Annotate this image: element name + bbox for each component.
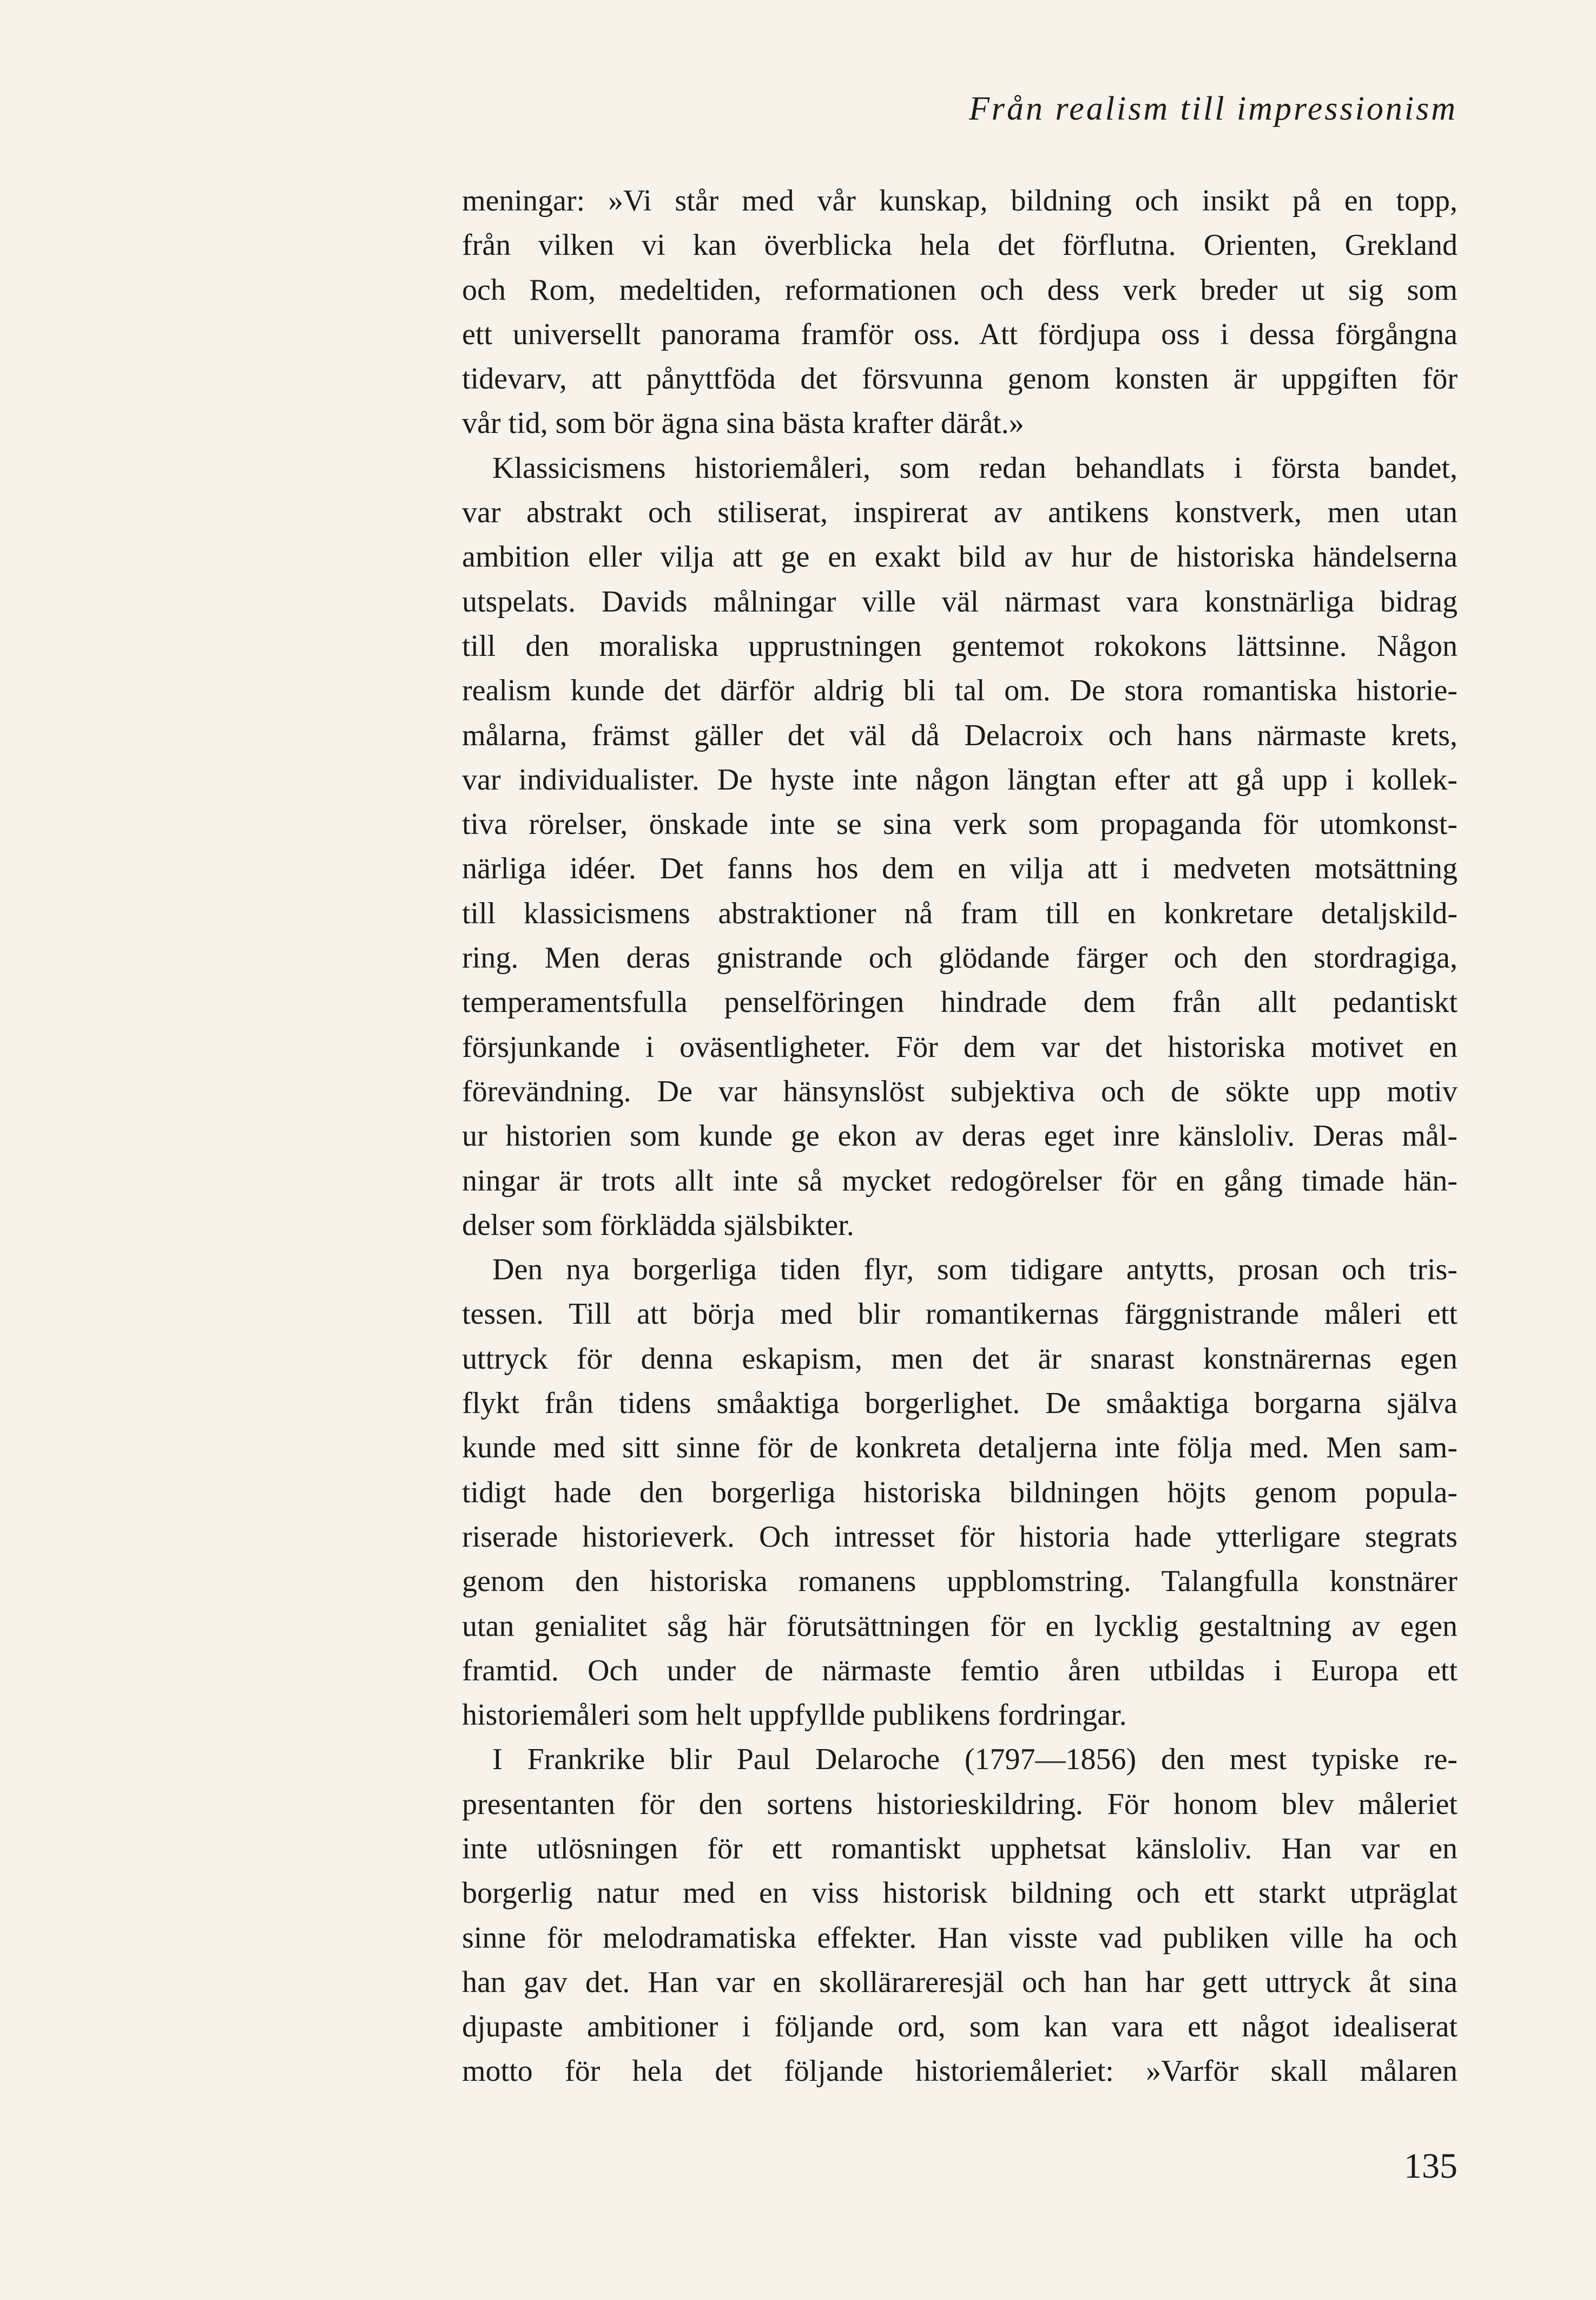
text-line: historiemåleri som helt uppfyllde publikens fordringar. [462, 1698, 1127, 1732]
text-line: riserade historieverk. Och intresset för historia hade ytterligare stegrats [462, 1520, 1457, 1554]
text-line: framtid. Och under de närmaste femtio åren utbildas i Europa ett [462, 1653, 1457, 1687]
text-line: ambition eller vilja att ge en exakt bild av hur de historiska händelserna [462, 540, 1457, 574]
text-line: realism kunde det därför aldrig bli tal om. De stora romantiska historie- [462, 674, 1457, 708]
text-line: från vilken vi kan överblicka hela det förflutna. Orienten, Grekland [462, 228, 1457, 262]
text-line: presentanten för den sortens historieskildring. För honom blev måleriet [462, 1787, 1457, 1821]
text-line: ring. Men deras gnistrande och glödande färger och den stordragiga, [462, 941, 1457, 975]
text-line: Den nya borgerliga tiden flyr, som tidigare antytts, prosan och tris- [492, 1253, 1457, 1287]
text-line: utan genialitet såg här förutsättningen för en lycklig gestaltning av egen [462, 1609, 1457, 1643]
text-line: kunde med sitt sinne för de konkreta detaljerna inte följa med. Men sam- [462, 1431, 1457, 1465]
text-line: förevändning. De var hänsynslöst subjektiva och de sökte upp motiv [462, 1074, 1457, 1108]
text-line: flykt från tidens småaktiga borgerlighet. De småaktiga borgarna själva [462, 1386, 1457, 1421]
text-line: sinne för melodramatiska effekter. Han visste vad publiken ville ha och [462, 1921, 1457, 1955]
paragraph [462, 1737, 1457, 2093]
text-line: närliga idéer. Det fanns hos dem en vilja att i medveten motsättning [462, 852, 1457, 886]
text-line: I Frankrike blir Paul Delaroche (1797—1856) den mest typiske re- [492, 1743, 1457, 1777]
text-line: till den moraliska upprustningen gentemot rokokons lättsinne. Någon [462, 629, 1457, 663]
text-line: temperamentsfulla penselföringen hindrade dem från allt pedantiskt [462, 985, 1457, 1020]
running-head: Från realism till impressionism [968, 90, 1457, 127]
text-line: delser som förklädda själsbikter. [462, 1208, 854, 1242]
text-line: han gav det. Han var en skollärareresjäl och han har gett uttryck åt sina [462, 1965, 1457, 1999]
text-line: uttryck för denna eskapism, men det är snarast konstnärernas egen [462, 1342, 1457, 1376]
text-line: utspelats. Davids målningar ville väl närmast vara konstnärliga bidrag [462, 584, 1457, 619]
text-line: ur historien som kunde ge ekon av deras eget inre känsloliv. Deras mål- [462, 1119, 1457, 1153]
text-line: tessen. Till att börja med blir romantikernas färggnistrande måleri ett [462, 1297, 1457, 1331]
text-line: och Rom, medeltiden, reformationen och dess verk breder ut sig som [462, 273, 1457, 307]
text-line: målarna, främst gäller det väl då Delacroix och hans närmaste krets, [462, 718, 1457, 752]
text-line: tidigt hade den borgerliga historiska bildningen höjts genom popula- [462, 1475, 1457, 1509]
text-line: tiva rörelser, önskade inte se sina verk som propaganda för utomkonst- [462, 807, 1457, 842]
body-text [462, 179, 1457, 2094]
text-line: genom den historiska romanens uppblomstring. Talangfulla konstnärer [462, 1565, 1457, 1599]
text-line: borgerlig natur med en viss historisk bildning och ett starkt utpräglat [462, 1876, 1457, 1910]
text-line: Klassicismens historiemåleri, som redan behandlats i första bandet, [492, 451, 1457, 485]
text-line: djupaste ambitioner i följande ord, som kan vara ett något idealiserat [462, 2010, 1457, 2044]
paragraph [462, 446, 1457, 1247]
text-line: ningar är trots allt inte så mycket redogörelser för en gång timade hän- [462, 1164, 1457, 1198]
paragraph [462, 179, 1457, 446]
text-line: till klassicismens abstraktioner nå fram till en konkretare detaljskild- [462, 896, 1457, 930]
page-number: 135 [1404, 2146, 1457, 2186]
text-line: försjunkande i oväsentligheter. För dem var det historiska motivet en [462, 1030, 1457, 1064]
text-line: motto för hela det följande historiemåleriet: »Varför skall målaren [462, 2054, 1457, 2088]
text-line: vår tid, som bör ägna sina bästa krafter däråt.» [462, 406, 1024, 441]
text-line: var abstrakt och stiliserat, inspirerat av antikens konstverk, men utan [462, 496, 1457, 530]
text-line: meningar: »Vi står med vår kunskap, bildning och insikt på en topp, [462, 184, 1457, 218]
text-line: ett universellt panorama framför oss. Att fördjupa oss i dessa förgångna [462, 317, 1457, 351]
text-line: inte utlösningen för ett romantiskt upphetsat känsloliv. Han var en [462, 1831, 1457, 1865]
text-line: var individualister. De hyste inte någon längtan efter att gå upp i kollek- [462, 763, 1457, 797]
text-line: tidevarv, att pånyttföda det försvunna genom konsten är uppgiften för [462, 362, 1457, 396]
paragraph [462, 1247, 1457, 1737]
